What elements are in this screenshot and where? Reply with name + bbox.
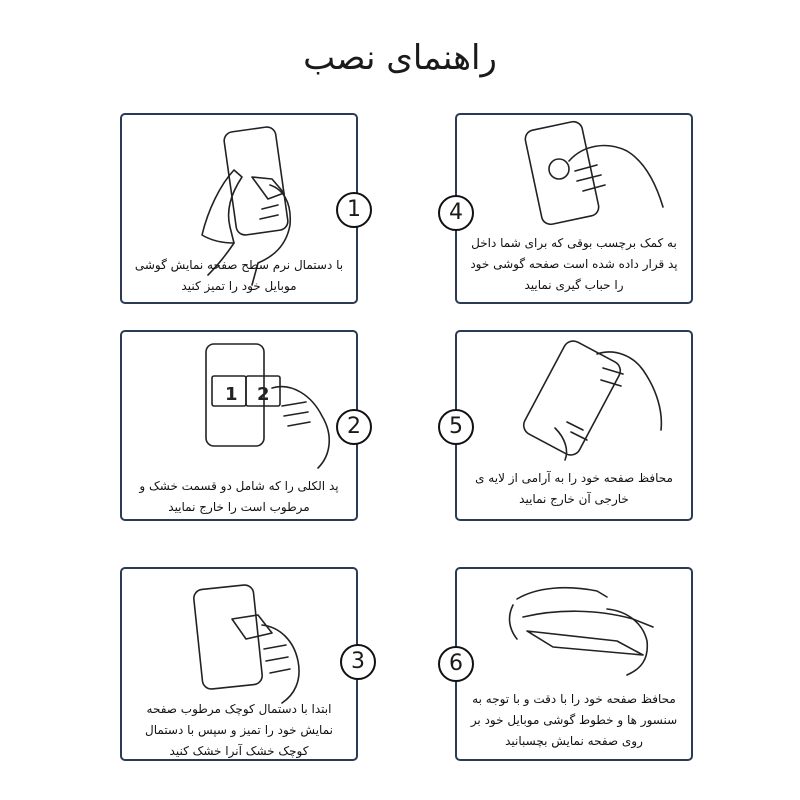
step-6-text: محافظ صفحه خود را با دقت و با توجه به سنسور ها و خطوط گوشی موبایل خود بر روی صفحه نمایش بچسبانید (470, 692, 678, 748)
step-card-2 (120, 330, 358, 521)
step-card-5 (455, 330, 693, 521)
pad-label-1: 1 (225, 384, 238, 405)
pad-label-2: 2 (257, 384, 270, 405)
step-card-6 (455, 567, 693, 761)
step-3-text: ابتدا با دستمال کوچک مرطوب صفحه نمایش خود را تمیز و سپس با دستمال کوچک خشک آنرا خشک کنید (145, 702, 333, 758)
step-3-number: 3 (340, 644, 376, 680)
step-1-text: با دستمال نرم سطح صفحه نمایش گوشی موبایل خود را تمیز کنید (134, 258, 344, 293)
step-2-number: 2 (336, 409, 372, 445)
step-5-number: 5 (438, 409, 474, 445)
step-card-4 (455, 113, 693, 304)
page-title: راهنمای نصب (303, 38, 497, 78)
step-4-text: به کمک برچسب بوقی که برای شما داخل پد قرار داده شده است صفحه گوشی خود را حباب گیری نمایید (470, 236, 678, 292)
step-4-number: 4 (438, 195, 474, 231)
step-1-number: 1 (336, 192, 372, 228)
step-6-number: 6 (438, 646, 474, 682)
step-card-1 (120, 113, 358, 304)
step-2-text: پد الکلی را که شامل دو قسمت خشک و مرطوب است را خارج نمایید (139, 479, 339, 514)
step-card-3 (120, 567, 358, 761)
step-5-text: محافظ صفحه خود را به آرامی از لایه ی خارجی آن خارج نمایید (475, 471, 673, 506)
